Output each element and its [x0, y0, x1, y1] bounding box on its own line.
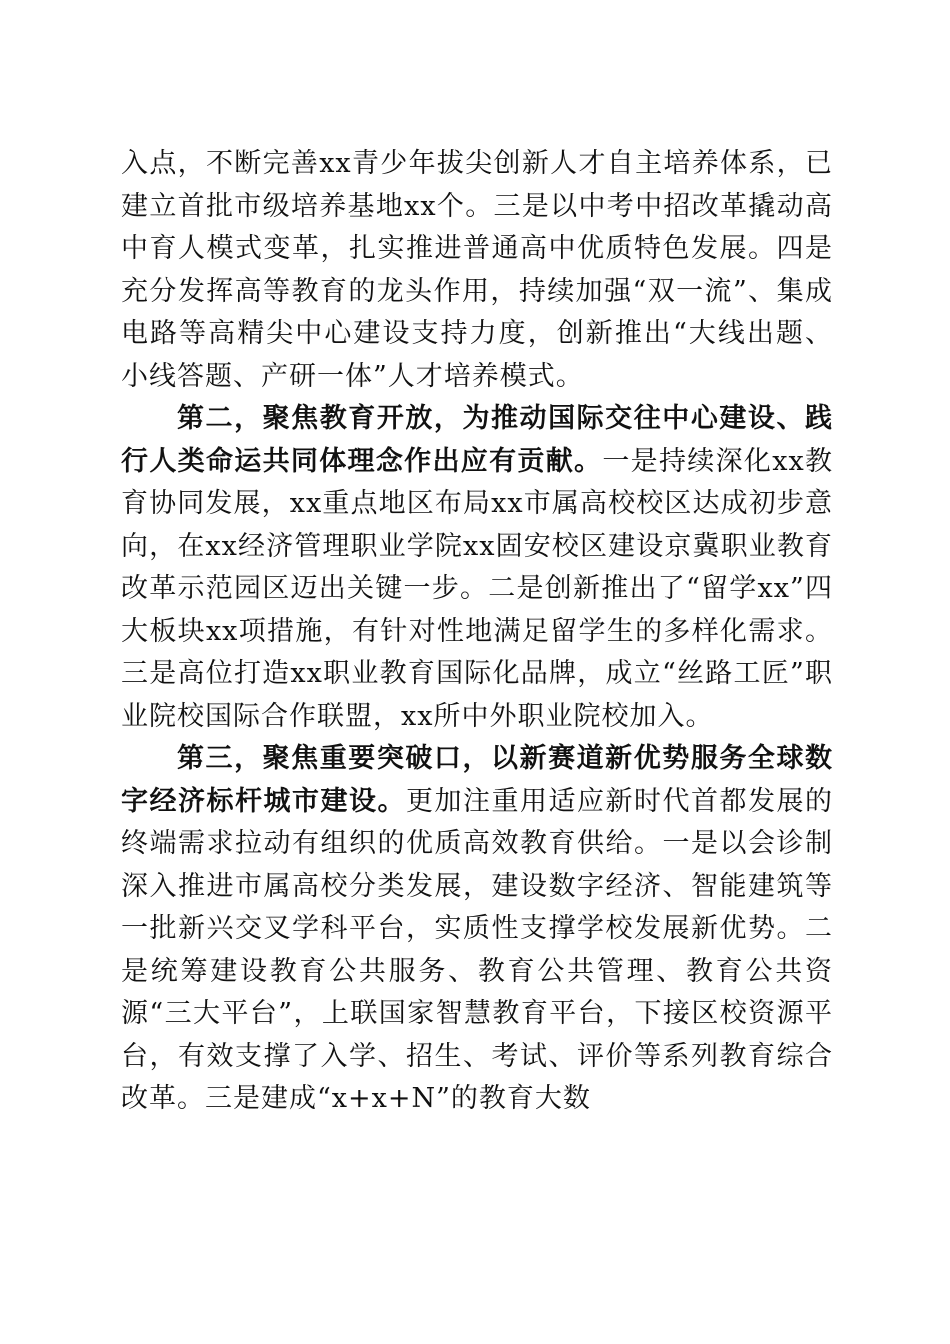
paragraph-3-text: 更加注重用适应新时代首都发展的终端需求拉动有组织的优质高效教育供给。一是以会诊制深入推进市属高校分类发展，建设数字经济、智能建筑等一批新兴交叉学科平台，实质性支撑学校发展新优势。二是统筹建设教育公共服务、教育公共管理、教育公共资源“三大平台”，上联国家智慧教育平台，下接区校资源平台，有效支撑了入学、招生、考试、评价等系列教育综合改革。三是建成“x+x+N”的教育大数: [121, 785, 833, 1114]
paragraph-second-point: [121, 398, 833, 738]
paragraph-2-text: 一是持续深化xx教育协同发展，xx重点地区布局xx市属高校校区达成初步意向，在xx经济管理职业学院xx固安校区建设京冀职业教育改革示范园区迈出关键一步。二是创新推出了“留学xx”四大板块xx项措施，有针对性地满足留学生的多样化需求。三是高位打造xx职业教育国际化品牌，成立“丝路工匠”职业院校国际合作联盟，xx所中外职业院校加入。: [121, 445, 833, 732]
document-body: [121, 143, 833, 1121]
paragraph-1-text: 入点，不断完善xx青少年拔尖创新人才自主培养体系，已建立首批市级培养基地xx个。三是以中考中招改革撬动高中育人模式变革，扎实推进普通高中优质特色发展。四是充分发挥高等教育的龙头作用，持续加强“双一流”、集成电路等高精尖中心建设支持力度，创新推出“大线出题、小线答题、产研一体”人才培养模式。: [121, 148, 833, 392]
paragraph-2-heading: 第二，聚焦教育开放，为推动国际交往中心建设、践行人类命运共同体理念作出应有贡献。: [121, 403, 833, 477]
paragraph-3-heading: 第三，聚焦重要突破口，以新赛道新优势服务全球数字经济标杆城市建设。: [121, 743, 833, 817]
paragraph-third-point: [121, 738, 833, 1121]
paragraph-continued: [121, 143, 833, 398]
